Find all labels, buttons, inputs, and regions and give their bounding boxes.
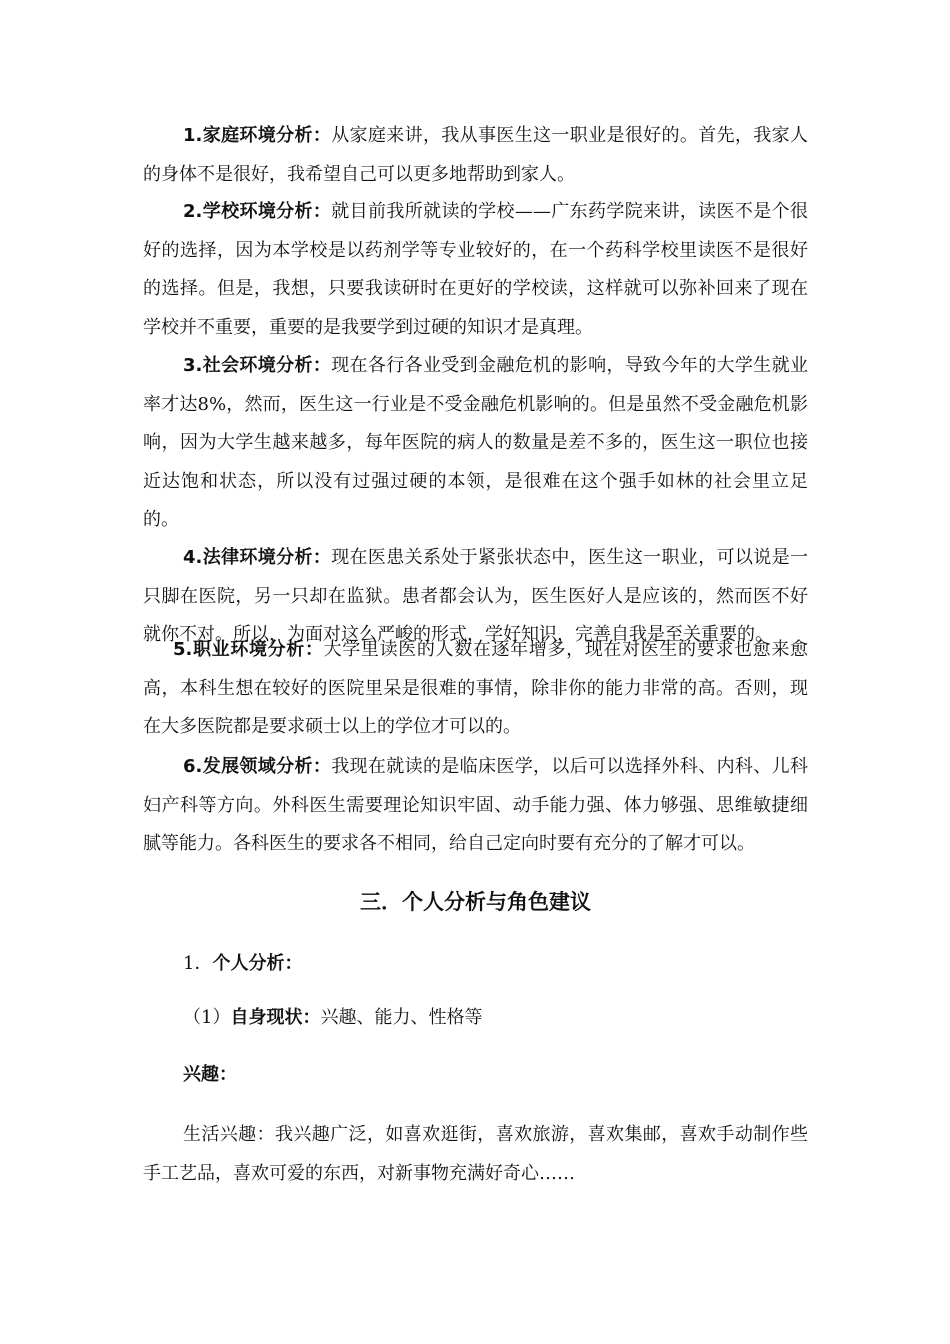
life-interest-paragraph: 生活兴趣：我兴趣广泛，如喜欢逛街，喜欢旅游，喜欢集邮，喜欢手动制作些手工艺品，喜欢可爱的东西，对新事物充满好奇心…… (143, 1124, 808, 1184)
section-text: 我现在就读的是临床医学，以后可以选择外科、内科、儿科妇产科等方向。外科医生需要理论知识牢固、动手能力强、体力够强、思维敏捷细腻等能力。各科医生的要求各不相同，给自己定向时要有充分的了解才可以。 (143, 756, 808, 854)
sub-title: 自身现状： (230, 1007, 321, 1028)
section-label: 1.家庭环境分析： (183, 125, 332, 146)
chapter-heading: 三．个人分析与角色建议 (360, 890, 591, 914)
section-text: 从家庭来讲，我从事医生这一职业是很好的。首先，我家人的身体不是很好，我希望自己可以更多地帮助到家人。 (143, 125, 808, 185)
sub-number: （1） (183, 1007, 231, 1028)
item-title: 个人分析： (212, 953, 303, 974)
section-label: 6.发展领域分析： (183, 756, 332, 777)
section-career-environment (143, 631, 808, 747)
personal-analysis-heading (183, 945, 302, 983)
sub-text: 兴趣、能力、性格等 (320, 1007, 483, 1028)
section-family-environment (143, 117, 808, 194)
section-development-field (143, 748, 808, 864)
section-label: 2.学校环境分析： (183, 201, 332, 222)
section-text: 大学里读医的人数在逐年增多，现在对医生的要求也愈来愈高，本科生想在较好的医院里呆是很难的事情，除非你的能力非常的高。否则，现在大多医院都是要求硕士以上的学位才可以的。 (143, 639, 808, 737)
section-social-environment (143, 347, 808, 540)
section-text: 现在医患关系处于紧张状态中，医生这一职业，可以说是一只脚在医院，另一只却在监狱。患者都会认为，医生医好人是应该的，然而医不好就你不对。所以，为面对这么严峻的形式，学好知识，完善自我是至关重要的。 (143, 547, 808, 645)
section-school-environment (143, 193, 808, 347)
self-status-line (183, 999, 482, 1037)
section-label: 3.社会环境分析： (183, 355, 332, 376)
section-label: 4.法律环境分析： (183, 547, 332, 568)
interest-label-line (183, 1056, 237, 1094)
interest-label: 兴趣： (183, 1064, 237, 1085)
section-text: 就目前我所就读的学校——广东药学院来讲，读医不是个很好的选择，因为本学校是以药剂学等专业较好的，在一个药科学校里读医不是很好的选择。但是，我想，只要我读研时在更好的学校读，这样就可以弥补回来了现在学校并不重要，重要的是我要学到过硬的知识才是真理。 (143, 201, 808, 338)
section-text: 现在各行各业受到金融危机的影响，导致今年的大学生就业 率才达8%，然而，医生这一行业是不受金融危机影响的。但是虽然不受金融危机影响，因为大学生越来越多，每年医院的病人的数量是差不多的，医生这一职位也接近达饱和状态，所以没有过强过硬的本领，是很难在这个强手如林的社会里立足的。 (143, 355, 808, 530)
item-number: 1． (183, 953, 213, 974)
section-label: 5.职业环境分析： (173, 639, 324, 660)
